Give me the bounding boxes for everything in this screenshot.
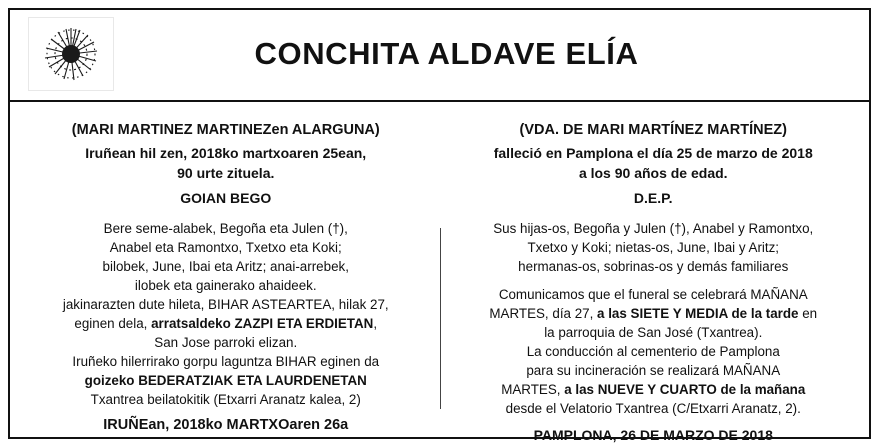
- right-notice-1-line: [456, 304, 852, 323]
- right-relation: (VDA. DE MARI MARTÍNEZ MARTÍNEZ): [519, 122, 787, 138]
- right-notice-2-mid: MARTES,: [501, 382, 565, 398]
- left-notice-2-line-3: Txantrea beilatokitik (Etxarri Aranatz kalea, 2): [90, 392, 361, 408]
- right-blessing: D.E.P.: [633, 190, 673, 207]
- basque-column: [12, 106, 440, 435]
- right-notice-2-line: [456, 380, 852, 399]
- spanish-column: [440, 106, 868, 444]
- flower-wreath-icon: [28, 17, 114, 91]
- right-notice-1-mid: MARTES, día 27,: [489, 306, 598, 322]
- right-death-line-2: a los 90 años de edad.: [578, 164, 728, 181]
- column-divider: [440, 228, 441, 409]
- right-notice-1-pre: Comunicamos que el funeral se celebrará MAÑANA: [498, 287, 808, 303]
- right-family-line-2: Txetxo y Koki; nietas-os, June, Ibai y Aritz;: [527, 240, 780, 256]
- header-divider: [10, 100, 869, 102]
- left-blessing: GOIAN BEGO: [180, 190, 272, 207]
- left-family-line-4: ilobek eta gainerako ahaideek.: [134, 278, 317, 294]
- deceased-name: CONCHITA ALDAVE ELÍA: [254, 36, 639, 71]
- right-notice-2-bold: a las NUEVE Y CUARTO de la mañana: [564, 382, 806, 398]
- left-notice-2-bold: goizeko BEDERATZIAK ETA LAURDENETAN: [84, 373, 367, 389]
- left-notice-2-line-1: Iruñeko hilerrirako gorpu laguntza BIHAR eginen da: [72, 354, 380, 370]
- right-notice-1-bold: a las SIETE Y MEDIA de la tarde: [597, 306, 799, 322]
- page-title: [114, 36, 869, 72]
- right-notice-2-line-2: para su incineración se realizará MAÑANA: [526, 363, 781, 379]
- left-body: [28, 219, 424, 409]
- right-family-line-3: hermanas-os, sobrinas-os y demás familiares: [518, 259, 789, 275]
- notice-header: [10, 10, 869, 98]
- right-family-line-1: Sus hijas-os, Begoña y Julen (†), Anabel y Ramontxo,: [493, 221, 814, 237]
- left-family-line-3: bilobek, June, Ibai eta Aritz; anai-arrebek,: [102, 259, 349, 275]
- left-notice-1-line: [28, 314, 424, 333]
- left-family-line-2: Anabel eta Ramontxo, Txetxo eta Koki;: [109, 240, 342, 256]
- left-notice-1-pre: jakinarazten dute hileta, BIHAR ASTEARTEA, hilak 27,: [62, 297, 389, 313]
- left-death-line-2: 90 urte zituela.: [177, 164, 275, 181]
- left-closing: IRUÑEan, 2018ko MARTXOaren 26a: [103, 417, 349, 434]
- notice-columns: [12, 106, 867, 444]
- left-notice-1-place: San Jose parroki elizan.: [154, 335, 298, 351]
- right-closing: PAMPLONA, 26 DE MARZO DE 2018: [533, 427, 773, 444]
- right-notice-1-place: la parroquia de San José (Txantrea).: [544, 325, 763, 341]
- left-death-line-1: Iruñean hil zen, 2018ko martxoaren 25ean,: [85, 144, 367, 161]
- right-notice-2-line-1: La conducción al cementerio de Pamplona: [526, 344, 780, 360]
- left-relation: (MARI MARTINEZ MARTINEZen ALARGUNA): [71, 122, 380, 138]
- left-notice-1-mid: eginen dela,: [74, 316, 152, 332]
- left-notice-1-end: ,: [373, 316, 378, 332]
- right-death-line-1: falleció en Pamplona el día 25 de marzo de 2018: [493, 144, 813, 161]
- left-notice-1-bold: arratsaldeko ZAZPI ETA ERDIETAN: [151, 316, 374, 332]
- right-notice-1-end: en: [798, 306, 818, 322]
- right-body: [456, 219, 852, 418]
- left-family-line-1: Bere seme-alabek, Begoña eta Julen (†),: [103, 221, 348, 237]
- right-notice-2-line-3: desde el Velatorio Txantrea (C/Etxarri Aranatz, 2).: [505, 401, 801, 417]
- right-spacer: [456, 276, 852, 285]
